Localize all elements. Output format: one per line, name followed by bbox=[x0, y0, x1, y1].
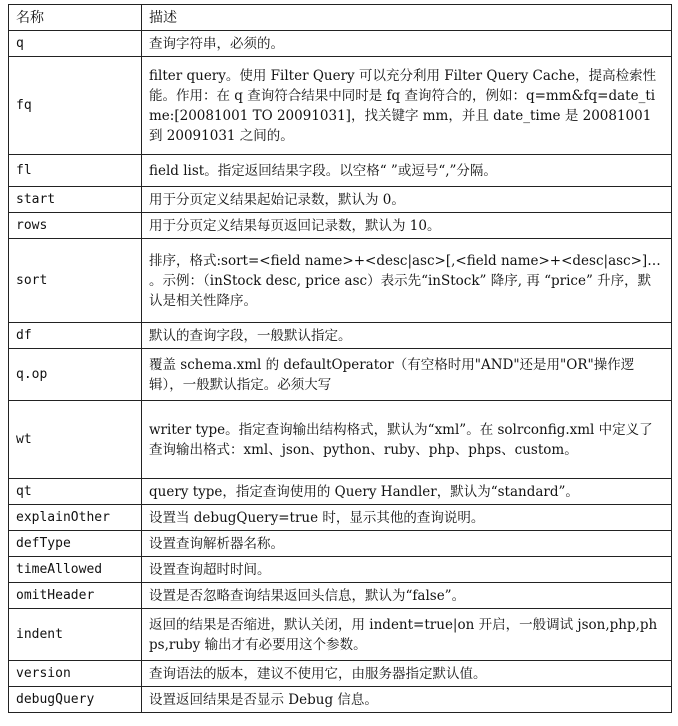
param-name: q.op bbox=[9, 349, 142, 401]
param-description: 设置当 debugQuery=true 时，显示其他的查询说明。 bbox=[142, 505, 672, 531]
param-name: indent bbox=[9, 609, 142, 661]
param-name: omitHeader bbox=[9, 583, 142, 609]
param-name: wt bbox=[9, 401, 142, 479]
table-row bbox=[9, 155, 672, 187]
param-name: timeAllowed bbox=[9, 557, 142, 583]
header-row bbox=[9, 5, 672, 31]
table-row bbox=[9, 583, 672, 609]
table-body bbox=[9, 31, 672, 713]
table-row bbox=[9, 213, 672, 239]
column-header-name: 名称 bbox=[9, 5, 142, 31]
param-name: version bbox=[9, 661, 142, 687]
param-name: fl bbox=[9, 155, 142, 187]
param-description: 排序，格式:sort=<field name>+<desc|asc>[,<field name>+<desc|asc>]… 。示例：（inStock desc, price asc）表示先“inStock” 降序, 再 “price” 升序，默认是相关性降序。 bbox=[142, 239, 672, 323]
table-header bbox=[9, 5, 672, 31]
param-description: 设置是否忽略查询结果返回头信息，默认为“false”。 bbox=[142, 583, 672, 609]
param-description: field list。指定返回结果字段。以空格“ ”或逗号“,”分隔。 bbox=[142, 155, 672, 187]
table-row bbox=[9, 531, 672, 557]
param-name: debugQuery bbox=[9, 687, 142, 713]
table-row bbox=[9, 187, 672, 213]
table-row bbox=[9, 557, 672, 583]
param-name: q bbox=[9, 31, 142, 57]
param-description: writer type。指定查询输出结构格式，默认为“xml”。在 solrconfig.xml 中定义了查询输出格式：xml、json、python、ruby、php、phps、custom。 bbox=[142, 401, 672, 479]
param-description: 用于分页定义结果起始记录数，默认为 0。 bbox=[142, 187, 672, 213]
param-description: 设置查询超时时间。 bbox=[142, 557, 672, 583]
table-row bbox=[9, 609, 672, 661]
param-description: 设置查询解析器名称。 bbox=[142, 531, 672, 557]
table-row bbox=[9, 349, 672, 401]
param-name: rows bbox=[9, 213, 142, 239]
table-row bbox=[9, 401, 672, 479]
column-header-description: 描述 bbox=[142, 5, 672, 31]
param-name: df bbox=[9, 323, 142, 349]
param-description: query type，指定查询使用的 Query Handler，默认为“standard”。 bbox=[142, 479, 672, 505]
param-description: 设置返回结果是否显示 Debug 信息。 bbox=[142, 687, 672, 713]
table-row bbox=[9, 479, 672, 505]
param-description: 查询字符串，必须的。 bbox=[142, 31, 672, 57]
param-name: sort bbox=[9, 239, 142, 323]
param-description: 用于分页定义结果每页返回记录数，默认为 10。 bbox=[142, 213, 672, 239]
table-row bbox=[9, 505, 672, 531]
param-description: filter query。使用 Filter Query 可以充分利用 Filter Query Cache，提高检索性能。作用：在 q 查询符合结果中同时是 fq 查询符合的，例如：q=mm&fq=date_time:[20081001 TO 20091031]，找关键字 mm，并且 date_time 是 20081001 到 20091031 之间的。 bbox=[142, 57, 672, 155]
table-row bbox=[9, 31, 672, 57]
table-row bbox=[9, 239, 672, 323]
table-row bbox=[9, 687, 672, 713]
param-name: explainOther bbox=[9, 505, 142, 531]
table-row bbox=[9, 323, 672, 349]
param-name: qt bbox=[9, 479, 142, 505]
param-description: 查询语法的版本，建议不使用它，由服务器指定默认值。 bbox=[142, 661, 672, 687]
table-row bbox=[9, 57, 672, 155]
parameter-table bbox=[8, 4, 672, 713]
param-description: 默认的查询字段，一般默认指定。 bbox=[142, 323, 672, 349]
table-row bbox=[9, 661, 672, 687]
param-description: 返回的结果是否缩进，默认关闭，用 indent=true|on 开启，一般调试 json,php,phps,ruby 输出才有必要用这个参数。 bbox=[142, 609, 672, 661]
param-name: start bbox=[9, 187, 142, 213]
param-name: fq bbox=[9, 57, 142, 155]
param-description: 覆盖 schema.xml 的 defaultOperator（有空格时用"AND"还是用"OR"操作逻辑），一般默认指定。必须大写 bbox=[142, 349, 672, 401]
param-name: defType bbox=[9, 531, 142, 557]
